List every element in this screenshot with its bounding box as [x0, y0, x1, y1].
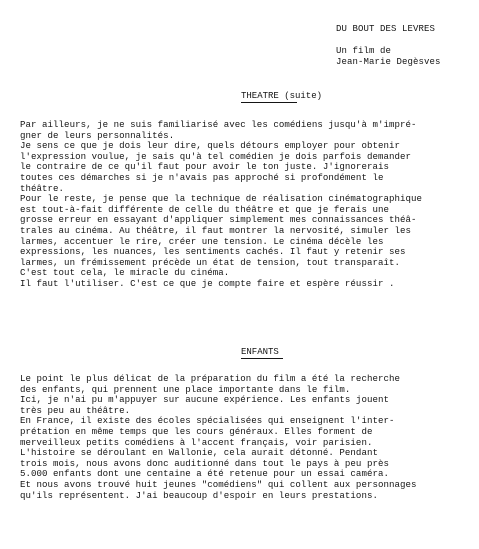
text-line: grosse erreur en essayant d'appliquer simplement mes connaissances théâ-	[20, 215, 417, 226]
enfants-paragraph	[20, 374, 470, 501]
enfants-heading-text: ENFANTS	[241, 347, 279, 357]
text-line: le contraire de ce qu'il faut pour avoir le ton juste. J'ignorerais	[20, 162, 389, 173]
text-line: merveilleux petits comédiens à l'accent français, voir parisien.	[20, 437, 373, 448]
text-line: 5.000 enfants dont une centaine a été retenue pour un essai caméra.	[20, 469, 389, 480]
text-line: Le point le plus délicat de la préparation du film a été la recherche	[20, 374, 400, 384]
film-author: Jean-Marie Degèsves	[336, 57, 441, 67]
enfants-heading	[241, 347, 283, 359]
text-line: gner de leurs personnalités.	[20, 130, 175, 141]
text-line: trois mois, nous avons donc auditionné dans tout le pays à peu près	[20, 458, 389, 469]
text-line: Pour le reste, je pense que la technique de réalisation cinématographique	[20, 194, 423, 205]
theatre-heading-text: THEATRE (suite)	[241, 91, 323, 101]
text-line: expressions, les nuances, les sentiments cachés. Il faut y retenir ses	[20, 247, 406, 258]
text-line: trales au cinéma. Au théâtre, il faut montrer la nervosité, simuler les	[20, 225, 412, 236]
film-credit-block	[336, 24, 441, 68]
text-line: larmes, un frémissement précède un état de tension, tout transparaît.	[20, 257, 400, 268]
text-line: est tout-à-fait différente de celle du théâtre et que je ferais une	[20, 204, 389, 215]
film-subtitle: Un film de	[336, 46, 392, 56]
text-line: toutes ces démarches si je n'avais pas approché si profondément le	[20, 172, 384, 183]
text-line: très peu au théâtre.	[20, 405, 131, 416]
text-line: des enfants, qui prennent une place importante dans le film.	[20, 384, 351, 395]
enfants-heading-underline	[241, 358, 283, 359]
film-title: DU BOUT DES LEVRES	[336, 24, 436, 34]
text-line: l'expression voulue, je sais qu'à tel comédien je dois parfois demander	[20, 151, 412, 162]
text-line: En France, il existe des écoles spécialisées qui enseignent l'inter-	[20, 416, 395, 427]
text-line: L'histoire se déroulant en Wallonie, cela aurait détonné. Pendant	[20, 448, 378, 459]
text-line: Je sens ce que je dois leur dire, quels détours employer pour obtenir	[20, 141, 400, 152]
theatre-heading-underline	[241, 102, 297, 103]
text-line: larmes, accentuer le rire, créer une tension. Le cinéma décèle les	[20, 236, 384, 247]
text-line: Il faut l'utiliser. C'est ce que je compte faire et espère réussir .	[20, 278, 395, 289]
spacer	[336, 35, 441, 46]
text-line: prétation en même temps que les cours généraux. Elles forment de	[20, 426, 373, 437]
text-line: qu'ils représentent. J'ai beaucoup d'espoir en leurs prestations.	[20, 490, 378, 501]
text-line: théâtre.	[20, 183, 65, 194]
text-line: Et nous avons trouvé huit jeunes "comédiens" qui collent aux personnages	[20, 479, 417, 490]
text-line: C'est tout cela, le miracle du cinéma.	[20, 268, 230, 279]
text-line: Par ailleurs, je ne suis familiarisé avec les comédiens jusqu'à m'impré-	[20, 120, 417, 130]
theatre-heading	[241, 91, 322, 103]
text-line: Ici, je n'ai pu m'appuyer sur aucune expérience. Les enfants jouent	[20, 395, 389, 406]
theatre-paragraph	[20, 120, 470, 290]
